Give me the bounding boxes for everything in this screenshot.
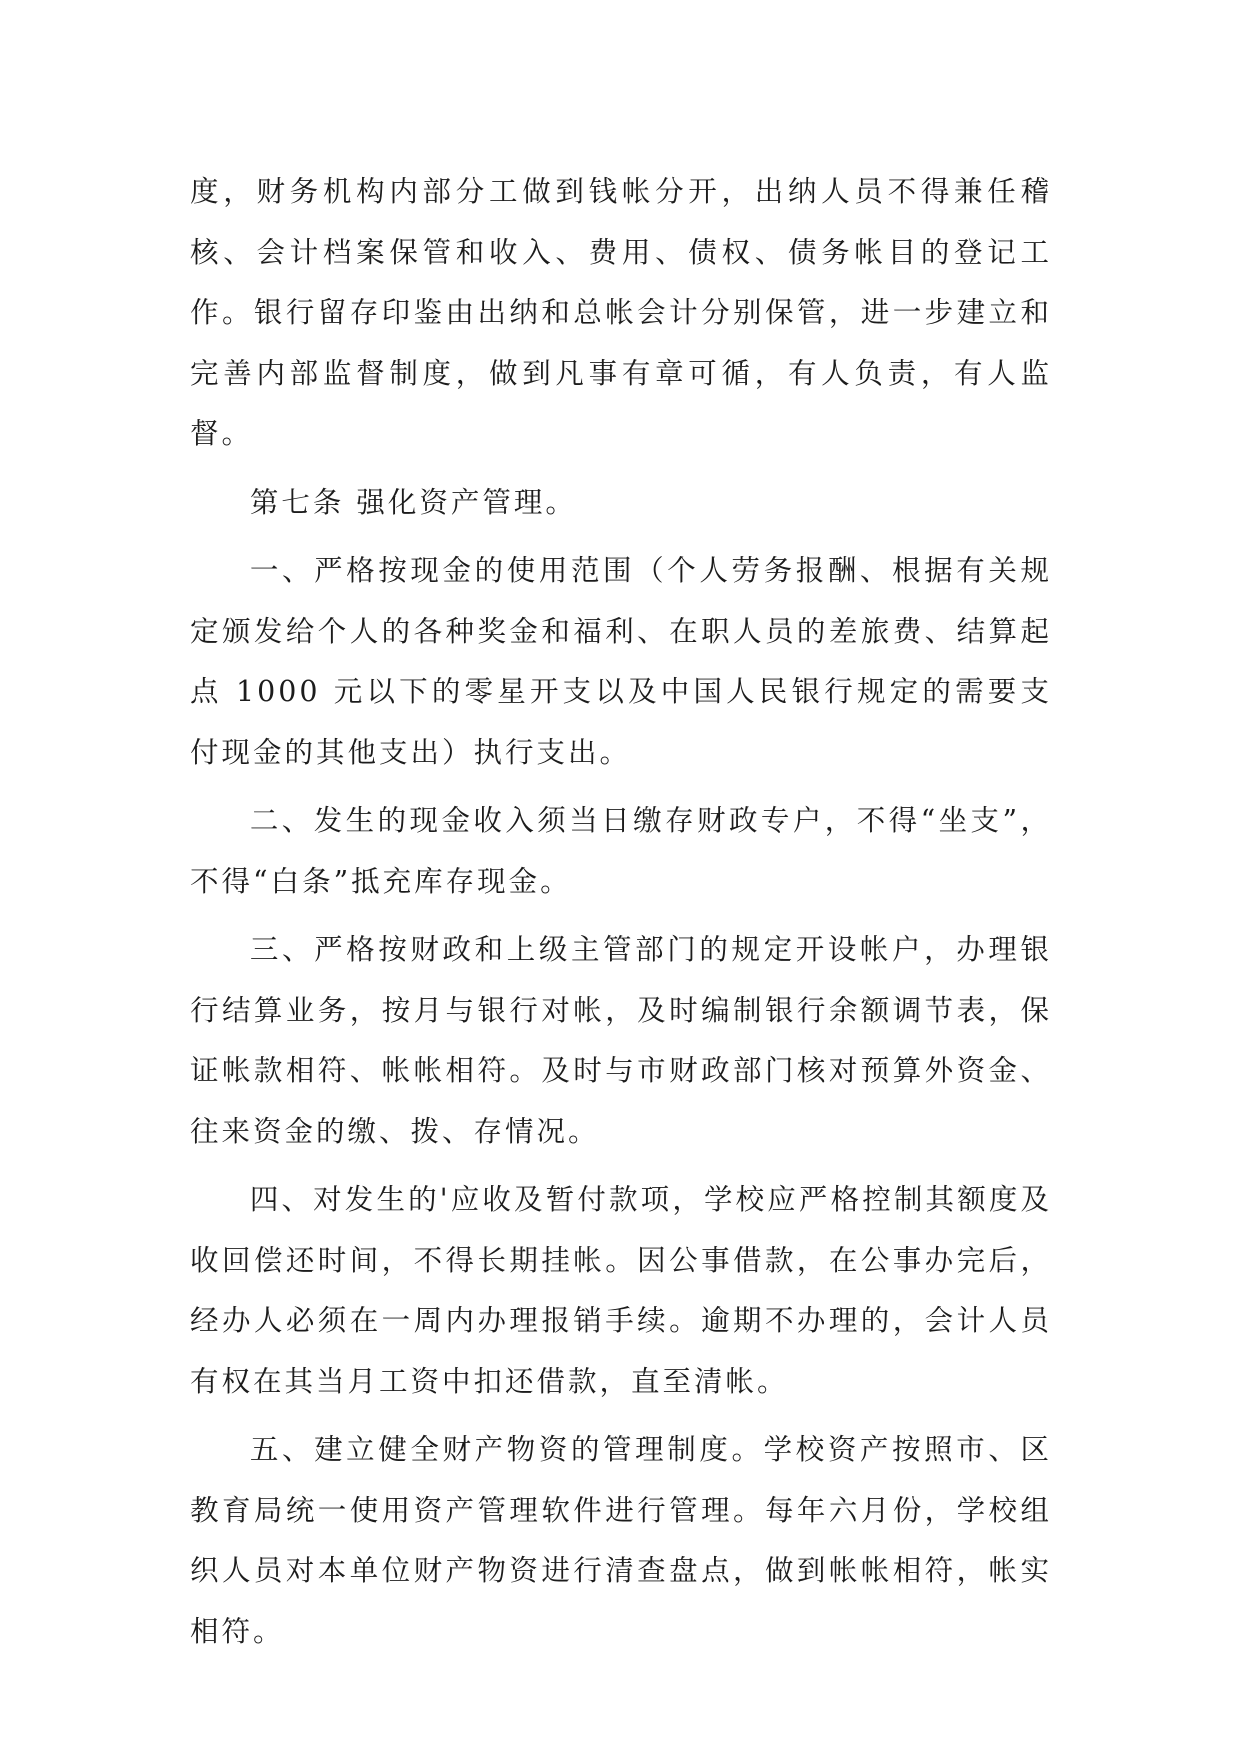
paragraph-continued-internal-control: 度，财务机构内部分工做到钱帐分开，出纳人员不得兼任稽核、会计档案保管和收入、费用、债权、债务帐目的登记工作。银行留存印鉴由出纳和总帐会计分别保管，进一步建立和完善内部监督制度，做到凡事有章可循，有人负责，有人监督。 bbox=[190, 175, 1052, 450]
paragraph-cash-deposit: 二、发生的现金收入须当日缴存财政专户，不得“坐支”，不得“白条”抵充库存现金。 bbox=[190, 804, 1052, 898]
article-7-heading: 第七条 强化资产管理。 bbox=[249, 485, 577, 519]
paragraph-cash-usage-scope: 一、严格按现金的使用范围（个人劳务报酬、根据有关规定颁发给个人的各种奖金和福利、在职人员的差旅费、结算起点 1000 元以下的零星开支以及中国人民银行规定的需要支付现金的其他支出）执行支出。 bbox=[190, 554, 1052, 769]
paragraph-bank-accounts: 三、严格按财政和上级主管部门的规定开设帐户，办理银行结算业务，按月与银行对帐，及时编制银行余额调节表，保证帐款相符、帐帐相符。及时与市财政部门核对预算外资金、往来资金的缴、拨、存情况。 bbox=[190, 933, 1052, 1148]
document-body bbox=[190, 162, 1052, 1670]
paragraph-property-management: 五、建立健全财产物资的管理制度。学校资产按照市、区教育局统一使用资产管理软件进行管理。每年六月份，学校组织人员对本单位财产物资进行清查盘点，做到帐帐相符，帐实相符。 bbox=[190, 1433, 1052, 1648]
paragraph-receivables: 四、对发生的'应收及暂付款项，学校应严格控制其额度及收回偿还时间，不得长期挂帐。因公事借款，在公事办完后，经办人必须在一周内办理报销手续。逾期不办理的，会计人员有权在其当月工资中扣还借款，直至清帐。 bbox=[190, 1183, 1052, 1398]
